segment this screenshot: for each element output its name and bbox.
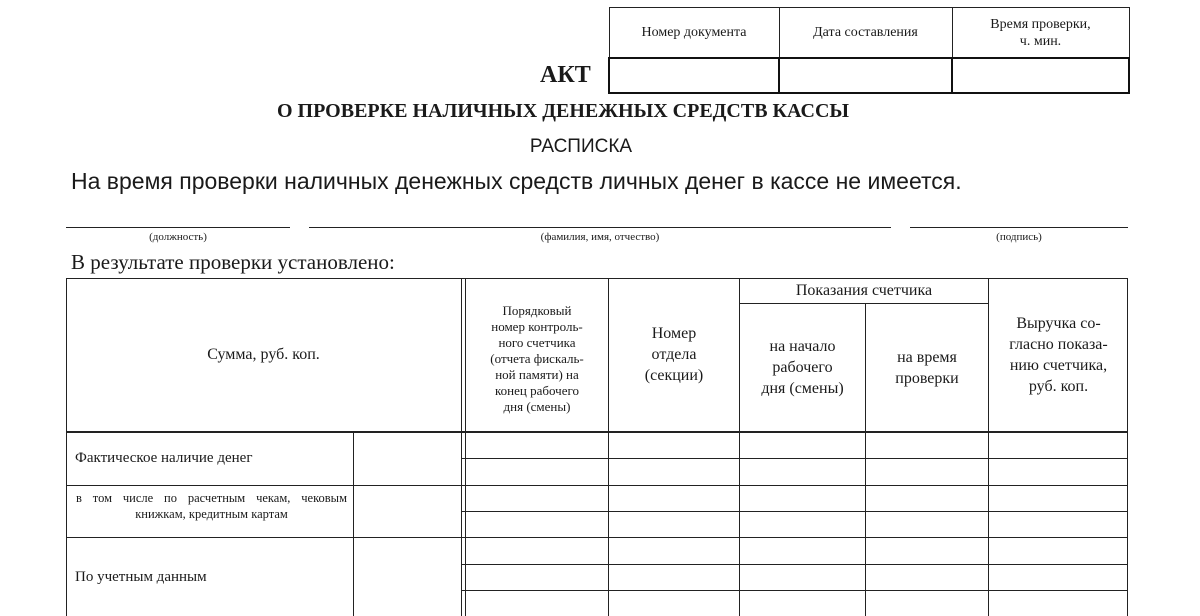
row-actual-cash-label: Фактическое наличие денег xyxy=(75,450,253,466)
result-heading: В результате проверки установлено: xyxy=(71,250,395,274)
department-column-header: Номер отдела (секции) xyxy=(644,325,704,384)
full-name-caption: (фамилия, имя, отчество) xyxy=(540,231,660,243)
row-including-checks-label: в том числе по расчетным чекам, чековым книжкам, кредитным картам xyxy=(76,491,347,521)
row-accounting-data-label: По учетным данным xyxy=(75,569,207,585)
full-name-line[interactable] xyxy=(309,226,891,228)
doc-number-field[interactable] xyxy=(609,58,779,93)
check-time-column-header: на время проверки xyxy=(895,348,959,387)
row-accounting-data-value[interactable] xyxy=(354,538,461,616)
sum-column-header: Сумма, руб. коп. xyxy=(207,346,320,363)
position-caption: (должность) xyxy=(149,231,207,243)
position-line[interactable] xyxy=(66,226,290,228)
receipt-heading: РАСПИСКА xyxy=(529,136,633,157)
row-including-checks-value[interactable] xyxy=(354,486,461,537)
cash-check-table xyxy=(66,278,1128,616)
receipt-statement: На время проверки наличных денежных средств личных денег в кассе не имеется. xyxy=(71,168,962,194)
counter-number-column-header: Порядковый номер контроль- ного счетчика (отчета фискаль- ной памяти) на конец рабочего дня (смены) xyxy=(490,302,584,414)
doc-date-label: Дата составления xyxy=(779,8,952,59)
doc-date-field[interactable] xyxy=(779,58,952,93)
check-time-field[interactable] xyxy=(952,58,1129,93)
counter-readings-group-header: Показания счетчика xyxy=(795,282,933,299)
signature-line[interactable] xyxy=(910,226,1128,228)
doc-type-heading: АКТ xyxy=(540,62,591,88)
revenue-column-header: Выручка со- гласно показа- нию счетчика, руб. коп. xyxy=(1009,314,1108,395)
row-actual-cash-value[interactable] xyxy=(354,433,461,485)
start-of-day-column-header: на начало рабочего дня (смены) xyxy=(761,338,844,397)
doc-number-label: Номер документа xyxy=(609,8,779,59)
check-time-label: Время проверки, ч. мин. xyxy=(952,8,1129,59)
signature-caption: (подпись) xyxy=(996,231,1042,243)
document-header-table xyxy=(608,7,1130,94)
page-title: О ПРОВЕРКЕ НАЛИЧНЫХ ДЕНЕЖНЫХ СРЕДСТВ КАССЫ xyxy=(276,100,850,122)
